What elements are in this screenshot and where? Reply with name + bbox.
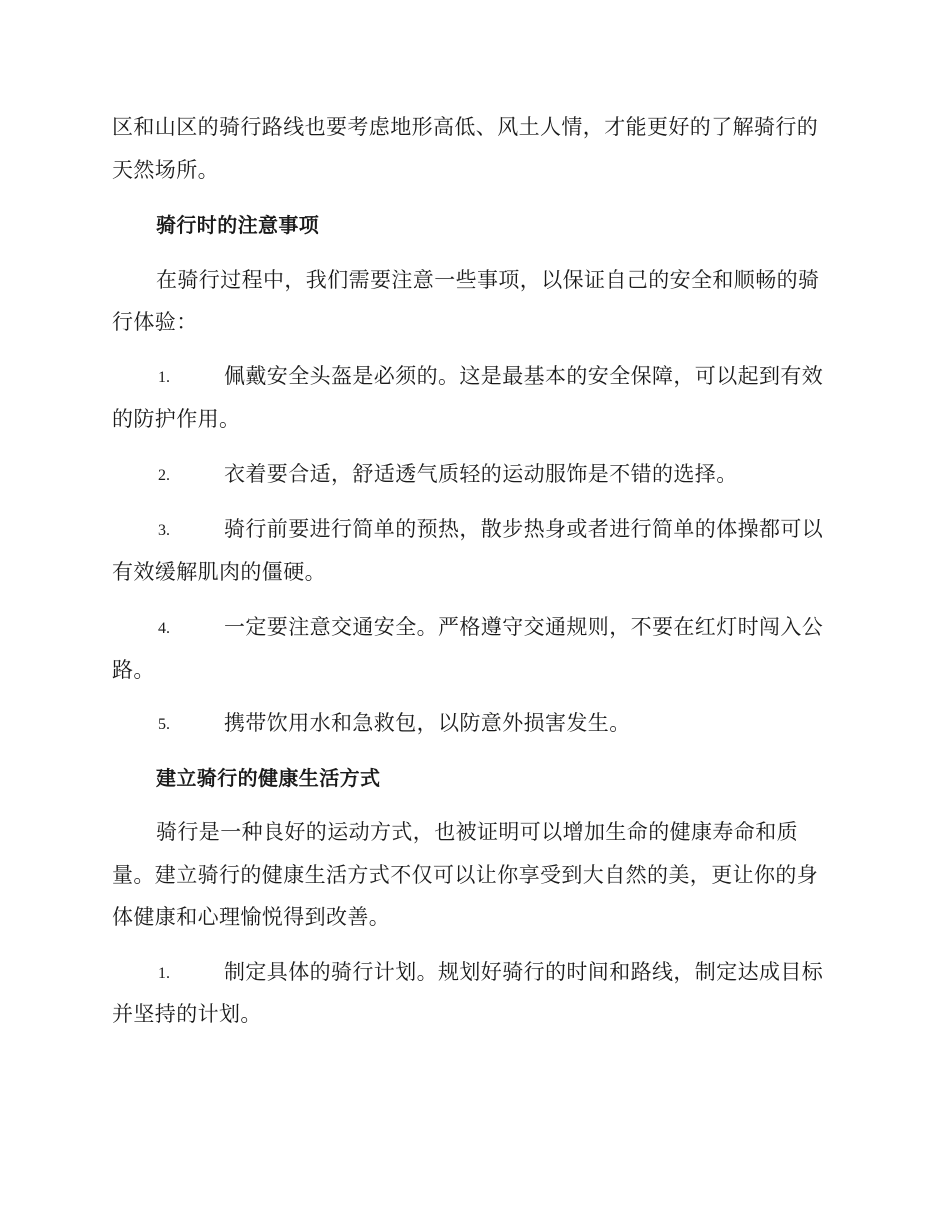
list-item-text: 一定要注意交通安全。严格遵守交通规则，不要在红灯时闯入公 <box>224 615 824 639</box>
list-item-number: 1. <box>158 965 170 982</box>
list-item-text: 的防护作用。 <box>112 407 241 431</box>
list-item-text: 并坚持的计划。 <box>112 1002 262 1026</box>
section-intro-line: 骑行是一种良好的运动方式，也被证明可以增加生命的健康寿命和质 <box>156 820 798 844</box>
list-item-number: 4. <box>158 620 170 637</box>
section-intro-line: 量。建立骑行的健康生活方式不仅可以让你享受到大自然的美，更让你的身 <box>112 863 819 887</box>
list-item-text: 路。 <box>112 658 155 682</box>
list-item-number: 2. <box>158 467 170 484</box>
section-intro-line: 体健康和心理愉悦得到改善。 <box>112 905 391 929</box>
list-item-text: 骑行前要进行简单的预热，散步热身或者进行简单的体操都可以 <box>224 517 824 541</box>
list-item-text: 衣着要合适，舒适透气质轻的运动服饰是不错的选择。 <box>224 462 738 486</box>
paragraph-continuation-line: 区和山区的骑行路线也要考虑地形高低、风土人情，才能更好的了解骑行的 <box>112 115 819 139</box>
section-intro-line: 行体验： <box>112 310 198 334</box>
list-item-text: 有效缓解肌肉的僵硬。 <box>112 560 326 584</box>
list-item-number: 3. <box>158 522 170 539</box>
list-item-number: 5. <box>158 716 170 733</box>
list-item-text: 佩戴安全头盔是必须的。这是最基本的安全保障，可以起到有效 <box>224 364 824 388</box>
list-item-number: 1. <box>158 369 170 386</box>
section-intro-line: 在骑行过程中，我们需要注意一些事项，以保证自己的安全和顺畅的骑 <box>156 268 820 292</box>
section-heading: 骑行时的注意事项 <box>156 213 320 237</box>
paragraph-continuation-line: 天然场所。 <box>112 158 219 182</box>
list-item-text: 制定具体的骑行计划。规划好骑行的时间和路线，制定达成目标 <box>224 960 824 984</box>
list-item-text: 携带饮用水和急救包，以防意外损害发生。 <box>224 711 631 735</box>
section-heading: 建立骑行的健康生活方式 <box>156 766 381 790</box>
